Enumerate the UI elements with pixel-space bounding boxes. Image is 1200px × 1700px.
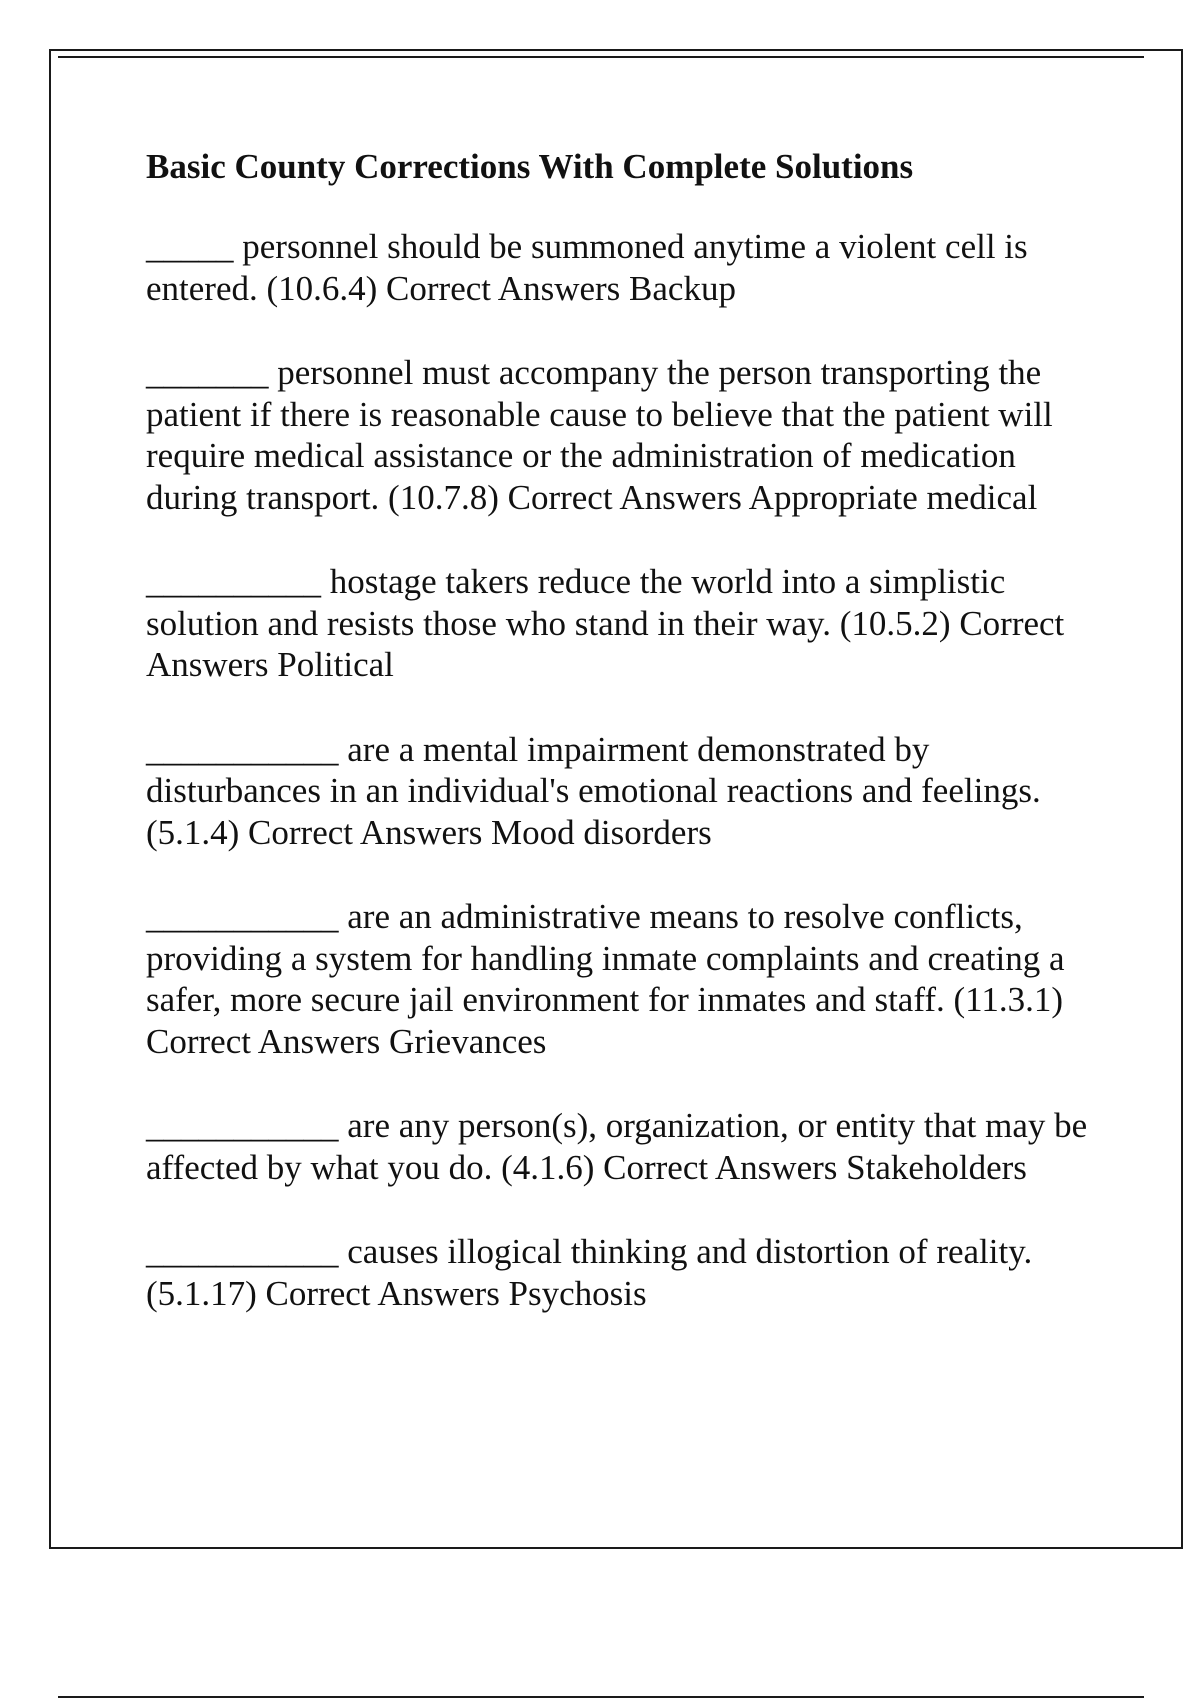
top-divider-rule bbox=[58, 56, 1144, 58]
qa-item: _____ personnel should be summoned anytime a violent cell is entered. (10.6.4) Correct Answers Backup bbox=[146, 227, 1028, 308]
bottom-divider-rule bbox=[58, 1696, 1144, 1698]
qa-item: ___________ causes illogical thinking and distortion of reality. (5.1.17) Correct Answers Psychosis bbox=[146, 1232, 1033, 1313]
qa-item: _______ personnel must accompany the person transporting the patient if there is reasonable cause to believe that the patient will require medical assistance or the administration of medication during transport. (10.7.8) Correct Answers Appropriate medical bbox=[146, 353, 1053, 517]
qa-item: ___________ are any person(s), organization, or entity that may be affected by what you do. (4.1.6) Correct Answers Stakeholders bbox=[146, 1106, 1088, 1187]
document-content bbox=[146, 146, 1106, 1357]
document-title: Basic County Corrections With Complete Solutions bbox=[146, 147, 914, 186]
qa-item: ___________ are a mental impairment demonstrated by disturbances in an individual's emotional reactions and feelings. (5.1.4) Correct Answers Mood disorders bbox=[146, 729, 1041, 852]
qa-item: __________ hostage takers reduce the world into a simplistic solution and resists those who stand in their way. (10.5.2) Correct Answers Political bbox=[146, 562, 1065, 684]
qa-item: ___________ are an administrative means to resolve conflicts, providing a system for handling inmate complaints and creating a safer, more secure jail environment for inmates and staff. (11.3.1) Correct Answers Grievances bbox=[146, 897, 1065, 1061]
